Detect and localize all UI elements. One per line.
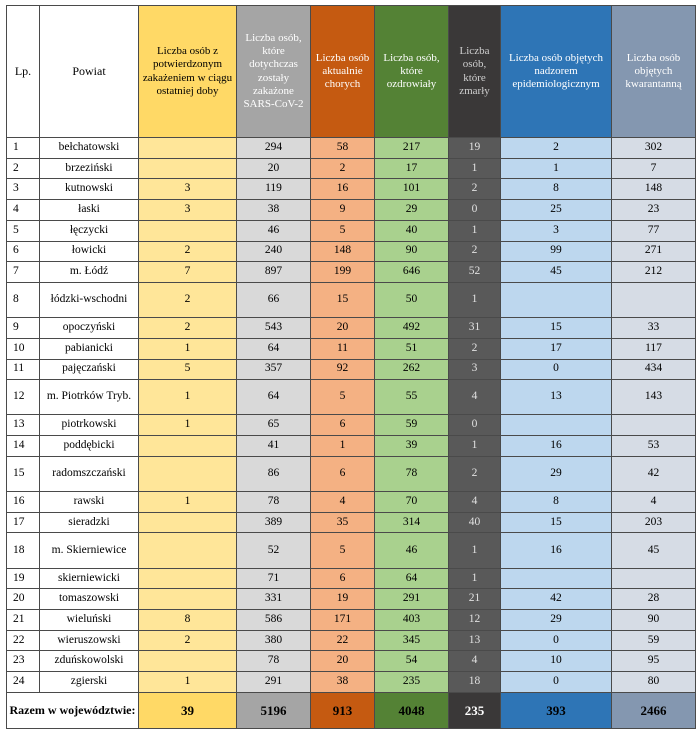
cell-currently-ill: 20 (311, 318, 375, 339)
cell-total-infected: 119 (237, 179, 311, 200)
cell-recovered: 46 (375, 533, 449, 568)
cell-new-cases (139, 456, 237, 491)
cell-quarantine: 45 (612, 533, 696, 568)
cell-quarantine: 4 (612, 492, 696, 513)
table-row (7, 158, 696, 179)
cell-quarantine: 33 (612, 318, 696, 339)
header-total-infected: Liczba osób, które dotychczas zostały zakażone SARS-CoV-2 (237, 6, 311, 138)
cell-new-cases (139, 568, 237, 589)
cell-recovered: 235 (375, 672, 449, 693)
cell-surveillance: 45 (501, 262, 612, 283)
cell-total-infected: 38 (237, 200, 311, 221)
header-recovered: Liczba osób, które ozdrowiały (375, 6, 449, 138)
cell-deceased: 0 (449, 415, 501, 436)
cell-total-infected: 66 (237, 282, 311, 317)
cell-lp: 21 (7, 610, 40, 631)
table-row (7, 338, 696, 359)
cell-lp: 14 (7, 436, 40, 457)
cell-surveillance: 13 (501, 380, 612, 415)
cell-currently-ill: 9 (311, 200, 375, 221)
cell-powiat: łęczycki (40, 220, 139, 241)
cell-powiat: tomaszowski (40, 589, 139, 610)
cell-currently-ill: 5 (311, 220, 375, 241)
cell-total-infected: 586 (237, 610, 311, 631)
cell-new-cases: 1 (139, 492, 237, 513)
cell-deceased: 1 (449, 158, 501, 179)
cell-total-infected: 71 (237, 568, 311, 589)
cell-new-cases (139, 138, 237, 159)
cell-currently-ill: 5 (311, 533, 375, 568)
cell-new-cases (139, 512, 237, 533)
header-lp: Lp. (7, 6, 40, 138)
cell-powiat: zgierski (40, 672, 139, 693)
total-quarantine: 2466 (612, 693, 696, 729)
cell-total-infected: 380 (237, 630, 311, 651)
cell-quarantine: 80 (612, 672, 696, 693)
cell-total-infected: 86 (237, 456, 311, 491)
cell-lp: 1 (7, 138, 40, 159)
cell-lp: 22 (7, 630, 40, 651)
total-infected: 5196 (237, 693, 311, 729)
cell-recovered: 262 (375, 359, 449, 380)
cell-currently-ill: 171 (311, 610, 375, 631)
cell-quarantine: 95 (612, 651, 696, 672)
cell-surveillance: 1 (501, 158, 612, 179)
cell-new-cases: 3 (139, 200, 237, 221)
cell-lp: 23 (7, 651, 40, 672)
table-row (7, 436, 696, 457)
cell-currently-ill: 16 (311, 179, 375, 200)
cell-surveillance: 0 (501, 359, 612, 380)
cell-currently-ill: 35 (311, 512, 375, 533)
cell-total-infected: 291 (237, 672, 311, 693)
header-quarantine: Liczba osób objętych kwarantanną (612, 6, 696, 138)
cell-powiat: sieradzki (40, 512, 139, 533)
cell-deceased: 2 (449, 241, 501, 262)
table-row (7, 359, 696, 380)
cell-deceased: 3 (449, 359, 501, 380)
cell-deceased: 4 (449, 492, 501, 513)
cell-surveillance: 29 (501, 610, 612, 631)
header-row (7, 6, 696, 138)
cell-recovered: 40 (375, 220, 449, 241)
cell-lp: 11 (7, 359, 40, 380)
cell-surveillance: 15 (501, 318, 612, 339)
table-row (7, 262, 696, 283)
cell-deceased: 1 (449, 282, 501, 317)
cell-recovered: 403 (375, 610, 449, 631)
cell-recovered: 78 (375, 456, 449, 491)
table-row (7, 610, 696, 631)
cell-recovered: 59 (375, 415, 449, 436)
header-new-cases: Liczba osób z potwierdzonym zakażeniem w ciągu ostatniej doby (139, 6, 237, 138)
cell-currently-ill: 1 (311, 436, 375, 457)
cell-deceased: 2 (449, 338, 501, 359)
cell-new-cases: 5 (139, 359, 237, 380)
cell-surveillance (501, 282, 612, 317)
cell-lp: 17 (7, 512, 40, 533)
cell-deceased: 2 (449, 179, 501, 200)
header-deceased: Liczba osób, które zmarły (449, 6, 501, 138)
cell-recovered: 51 (375, 338, 449, 359)
cell-recovered: 55 (375, 380, 449, 415)
cell-new-cases: 2 (139, 282, 237, 317)
cell-powiat: łowicki (40, 241, 139, 262)
cell-lp: 3 (7, 179, 40, 200)
total-new-cases: 39 (139, 693, 237, 729)
cell-recovered: 39 (375, 436, 449, 457)
cell-lp: 2 (7, 158, 40, 179)
cell-powiat: opoczyński (40, 318, 139, 339)
cell-powiat: m. Piotrków Tryb. (40, 380, 139, 415)
cell-total-infected: 64 (237, 380, 311, 415)
table-row (7, 241, 696, 262)
cell-surveillance: 0 (501, 630, 612, 651)
covid-statistics-table (6, 5, 696, 729)
cell-lp: 6 (7, 241, 40, 262)
cell-recovered: 64 (375, 568, 449, 589)
cell-lp: 24 (7, 672, 40, 693)
cell-surveillance: 10 (501, 651, 612, 672)
cell-surveillance (501, 568, 612, 589)
cell-quarantine: 23 (612, 200, 696, 221)
table-body (7, 138, 696, 693)
cell-surveillance: 8 (501, 492, 612, 513)
cell-surveillance: 2 (501, 138, 612, 159)
cell-total-infected: 357 (237, 359, 311, 380)
table-row (7, 200, 696, 221)
table-row (7, 492, 696, 513)
cell-new-cases: 1 (139, 380, 237, 415)
cell-new-cases: 2 (139, 241, 237, 262)
table-row (7, 179, 696, 200)
cell-surveillance: 99 (501, 241, 612, 262)
cell-recovered: 29 (375, 200, 449, 221)
cell-powiat: wieluński (40, 610, 139, 631)
cell-quarantine (612, 282, 696, 317)
cell-powiat: skierniewicki (40, 568, 139, 589)
cell-surveillance: 15 (501, 512, 612, 533)
cell-quarantine: 77 (612, 220, 696, 241)
cell-powiat: pajęczański (40, 359, 139, 380)
cell-new-cases (139, 589, 237, 610)
cell-new-cases (139, 533, 237, 568)
cell-powiat: brzeziński (40, 158, 139, 179)
cell-quarantine (612, 568, 696, 589)
cell-currently-ill: 20 (311, 651, 375, 672)
cell-new-cases: 1 (139, 338, 237, 359)
cell-currently-ill: 6 (311, 456, 375, 491)
cell-new-cases (139, 158, 237, 179)
cell-quarantine: 28 (612, 589, 696, 610)
cell-total-infected: 52 (237, 533, 311, 568)
cell-total-infected: 41 (237, 436, 311, 457)
cell-deceased: 4 (449, 651, 501, 672)
cell-total-infected: 78 (237, 651, 311, 672)
cell-new-cases (139, 436, 237, 457)
cell-quarantine (612, 415, 696, 436)
cell-new-cases (139, 651, 237, 672)
table-row (7, 380, 696, 415)
table-row (7, 138, 696, 159)
cell-new-cases: 1 (139, 415, 237, 436)
cell-recovered: 492 (375, 318, 449, 339)
cell-powiat: bełchatowski (40, 138, 139, 159)
cell-recovered: 345 (375, 630, 449, 651)
cell-surveillance (501, 415, 612, 436)
cell-recovered: 217 (375, 138, 449, 159)
cell-powiat: piotrkowski (40, 415, 139, 436)
cell-lp: 13 (7, 415, 40, 436)
cell-quarantine: 117 (612, 338, 696, 359)
cell-recovered: 314 (375, 512, 449, 533)
cell-quarantine: 271 (612, 241, 696, 262)
table-row (7, 651, 696, 672)
total-row (7, 693, 696, 729)
table-row (7, 415, 696, 436)
cell-deceased: 1 (449, 568, 501, 589)
table-row (7, 568, 696, 589)
cell-currently-ill: 2 (311, 158, 375, 179)
cell-powiat: łaski (40, 200, 139, 221)
cell-lp: 16 (7, 492, 40, 513)
cell-lp: 4 (7, 200, 40, 221)
cell-currently-ill: 92 (311, 359, 375, 380)
cell-recovered: 54 (375, 651, 449, 672)
cell-new-cases: 1 (139, 672, 237, 693)
cell-quarantine: 59 (612, 630, 696, 651)
cell-quarantine: 302 (612, 138, 696, 159)
cell-lp: 10 (7, 338, 40, 359)
cell-lp: 9 (7, 318, 40, 339)
cell-quarantine: 434 (612, 359, 696, 380)
cell-recovered: 291 (375, 589, 449, 610)
cell-currently-ill: 5 (311, 380, 375, 415)
cell-powiat: łódzki-wschodni (40, 282, 139, 317)
cell-recovered: 17 (375, 158, 449, 179)
total-recovered: 4048 (375, 693, 449, 729)
total-surveillance: 393 (501, 693, 612, 729)
table-row (7, 512, 696, 533)
cell-deceased: 2 (449, 456, 501, 491)
cell-surveillance: 16 (501, 533, 612, 568)
cell-lp: 15 (7, 456, 40, 491)
cell-surveillance: 42 (501, 589, 612, 610)
cell-total-infected: 65 (237, 415, 311, 436)
cell-powiat: rawski (40, 492, 139, 513)
total-deceased: 235 (449, 693, 501, 729)
cell-total-infected: 64 (237, 338, 311, 359)
cell-deceased: 13 (449, 630, 501, 651)
cell-deceased: 40 (449, 512, 501, 533)
cell-surveillance: 3 (501, 220, 612, 241)
cell-new-cases: 3 (139, 179, 237, 200)
table-row (7, 533, 696, 568)
header-epidemiological-surveillance: Liczba osób objętych nadzorem epidemiologicznym (501, 6, 612, 138)
cell-currently-ill: 4 (311, 492, 375, 513)
cell-total-infected: 331 (237, 589, 311, 610)
cell-surveillance: 29 (501, 456, 612, 491)
cell-quarantine: 203 (612, 512, 696, 533)
cell-currently-ill: 6 (311, 415, 375, 436)
cell-lp: 8 (7, 282, 40, 317)
cell-currently-ill: 19 (311, 589, 375, 610)
header-currently-ill: Liczba osób aktualnie chorych (311, 6, 375, 138)
cell-total-infected: 46 (237, 220, 311, 241)
cell-quarantine: 212 (612, 262, 696, 283)
cell-lp: 19 (7, 568, 40, 589)
cell-deceased: 1 (449, 220, 501, 241)
cell-deceased: 52 (449, 262, 501, 283)
cell-deceased: 19 (449, 138, 501, 159)
cell-currently-ill: 11 (311, 338, 375, 359)
cell-recovered: 90 (375, 241, 449, 262)
cell-powiat: poddębicki (40, 436, 139, 457)
table-row (7, 456, 696, 491)
cell-new-cases: 7 (139, 262, 237, 283)
cell-recovered: 70 (375, 492, 449, 513)
cell-quarantine: 143 (612, 380, 696, 415)
cell-new-cases (139, 220, 237, 241)
cell-powiat: kutnowski (40, 179, 139, 200)
header-powiat: Powiat (40, 6, 139, 138)
cell-currently-ill: 22 (311, 630, 375, 651)
cell-lp: 18 (7, 533, 40, 568)
total-label: Razem w województwie: (7, 693, 139, 729)
cell-total-infected: 20 (237, 158, 311, 179)
cell-recovered: 50 (375, 282, 449, 317)
table-row (7, 672, 696, 693)
table-row (7, 630, 696, 651)
cell-total-infected: 240 (237, 241, 311, 262)
cell-surveillance: 16 (501, 436, 612, 457)
cell-currently-ill: 58 (311, 138, 375, 159)
cell-deceased: 31 (449, 318, 501, 339)
cell-powiat: wieruszowski (40, 630, 139, 651)
cell-currently-ill: 199 (311, 262, 375, 283)
cell-powiat: pabianicki (40, 338, 139, 359)
cell-total-infected: 897 (237, 262, 311, 283)
cell-total-infected: 78 (237, 492, 311, 513)
cell-deceased: 21 (449, 589, 501, 610)
cell-lp: 5 (7, 220, 40, 241)
cell-deceased: 4 (449, 380, 501, 415)
cell-quarantine: 90 (612, 610, 696, 631)
cell-powiat: m. Skierniewice (40, 533, 139, 568)
cell-total-infected: 543 (237, 318, 311, 339)
cell-recovered: 646 (375, 262, 449, 283)
table-row (7, 220, 696, 241)
cell-new-cases: 2 (139, 318, 237, 339)
table-row (7, 282, 696, 317)
cell-currently-ill: 38 (311, 672, 375, 693)
cell-new-cases: 2 (139, 630, 237, 651)
cell-deceased: 0 (449, 200, 501, 221)
table-row (7, 318, 696, 339)
cell-new-cases: 8 (139, 610, 237, 631)
cell-quarantine: 42 (612, 456, 696, 491)
cell-powiat: radomszczański (40, 456, 139, 491)
cell-currently-ill: 148 (311, 241, 375, 262)
cell-lp: 7 (7, 262, 40, 283)
cell-surveillance: 17 (501, 338, 612, 359)
cell-surveillance: 0 (501, 672, 612, 693)
cell-total-infected: 389 (237, 512, 311, 533)
total-currently-ill: 913 (311, 693, 375, 729)
cell-deceased: 12 (449, 610, 501, 631)
cell-quarantine: 7 (612, 158, 696, 179)
cell-lp: 20 (7, 589, 40, 610)
cell-currently-ill: 15 (311, 282, 375, 317)
cell-surveillance: 25 (501, 200, 612, 221)
cell-powiat: zduńskowolski (40, 651, 139, 672)
cell-surveillance: 8 (501, 179, 612, 200)
cell-recovered: 101 (375, 179, 449, 200)
table-row (7, 589, 696, 610)
cell-quarantine: 53 (612, 436, 696, 457)
cell-total-infected: 294 (237, 138, 311, 159)
cell-quarantine: 148 (612, 179, 696, 200)
cell-deceased: 18 (449, 672, 501, 693)
cell-currently-ill: 6 (311, 568, 375, 589)
cell-powiat: m. Łódź (40, 262, 139, 283)
cell-deceased: 1 (449, 436, 501, 457)
cell-lp: 12 (7, 380, 40, 415)
cell-deceased: 1 (449, 533, 501, 568)
